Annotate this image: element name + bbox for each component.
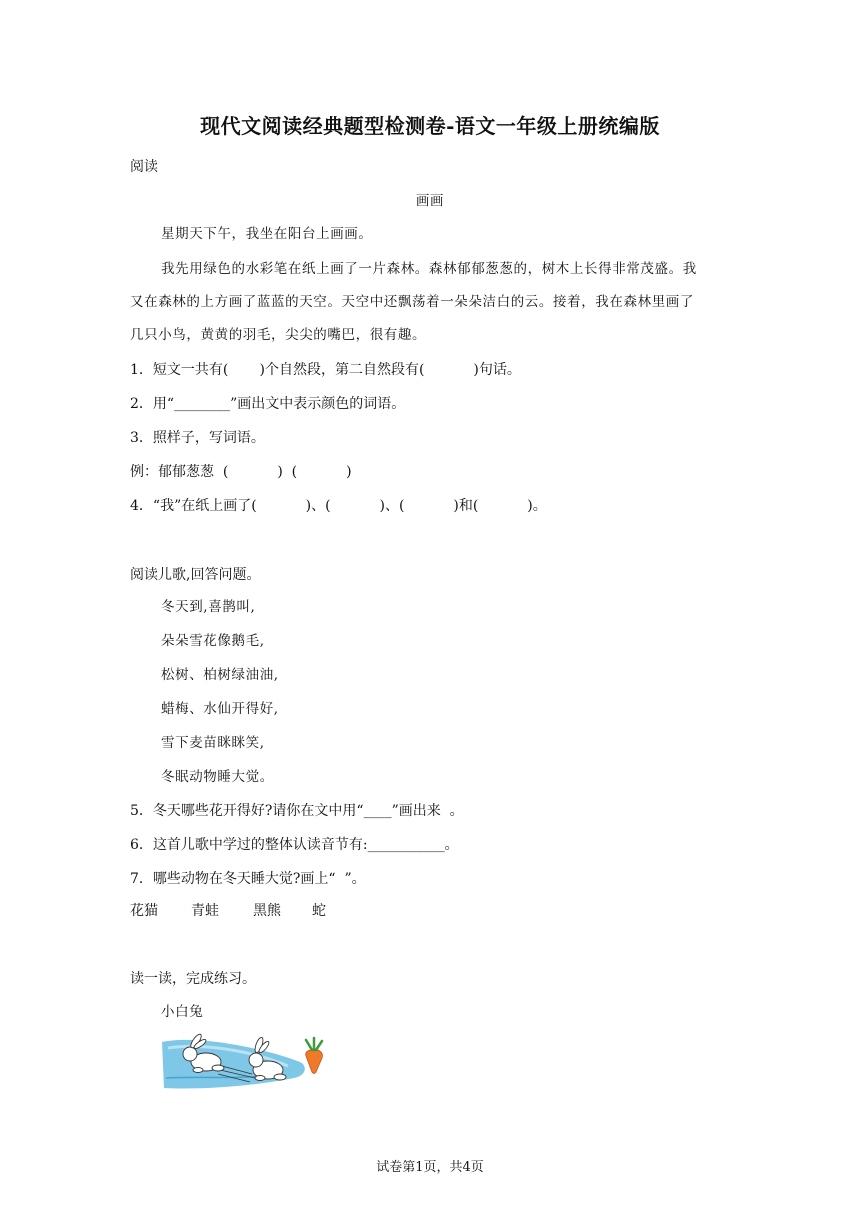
paragraph-2-line-1: 我先用绿色的水彩笔在纸上画了一片森林。森林郁郁葱葱的，树木上长得非常茂盛。我 [161,261,697,277]
question-7: 7．哪些动物在冬天睡大觉?画上“ ”。 [130,871,366,887]
paragraph-1: 星期天下午，我坐在阳台上画画。 [161,226,373,242]
rabbits-carrot-illustration [160,1032,335,1090]
question-3: 3．照样子，写词语。 [130,430,265,446]
paragraph-2-line-3: 几只小鸟，黄黄的羽毛，尖尖的嘴巴，很有趣。 [130,327,427,343]
question-2: 2．用“________”画出文中表示颜色的词语。 [130,396,406,412]
poem-line: 松树、柏树绿油油, [161,667,279,683]
poem-line: 冬眠动物睡大觉。 [161,769,274,785]
page-footer: 试卷第1页，共4页 [376,1160,484,1175]
document-title: 现代文阅读经典题型检测卷-语文一年级上册统编版 [200,114,660,138]
answer-option: 青蛙 [191,903,219,919]
passage-title: 画画 [415,193,445,209]
question-6: 6．这首儿歌中学过的整体认读音节有:___________。 [130,837,459,853]
question-5: 5．冬天哪些花开得好?请你在文中用“____”画出来 。 [130,803,464,819]
question-1: 1．短文一共有( )个自然段，第二自然段有( )句话。 [130,362,521,378]
poem-line: 蜡梅、水仙开得好, [161,701,279,717]
question-4: 4．“我”在纸上画了( )、( )、( )和( )。 [130,498,547,514]
section1-heading: 阅读 [130,159,158,175]
paragraph-2-line-2: 又在森林的上方画了蓝蓝的天空。天空中还飘荡着一朵朵洁白的云。接着，我在森林里画了 [130,294,694,310]
poem-line: 朵朵雪花像鹅毛, [161,633,265,649]
poem-line: 冬天到,喜鹊叫, [161,599,256,615]
section3-heading: 读一读，完成练习。 [130,971,256,987]
poem-line: 雪下麦苗眯眯笑, [161,735,265,751]
question-3-example: 例：郁郁葱葱 ( ) ( ) [130,464,352,480]
answer-option: 花猫 [130,903,158,919]
section2-heading: 阅读儿歌,回答问题。 [130,567,261,583]
answer-option: 蛇 [312,903,326,919]
answer-option: 黑熊 [253,903,281,919]
passage-title-2: 小白兔 [161,1004,204,1020]
